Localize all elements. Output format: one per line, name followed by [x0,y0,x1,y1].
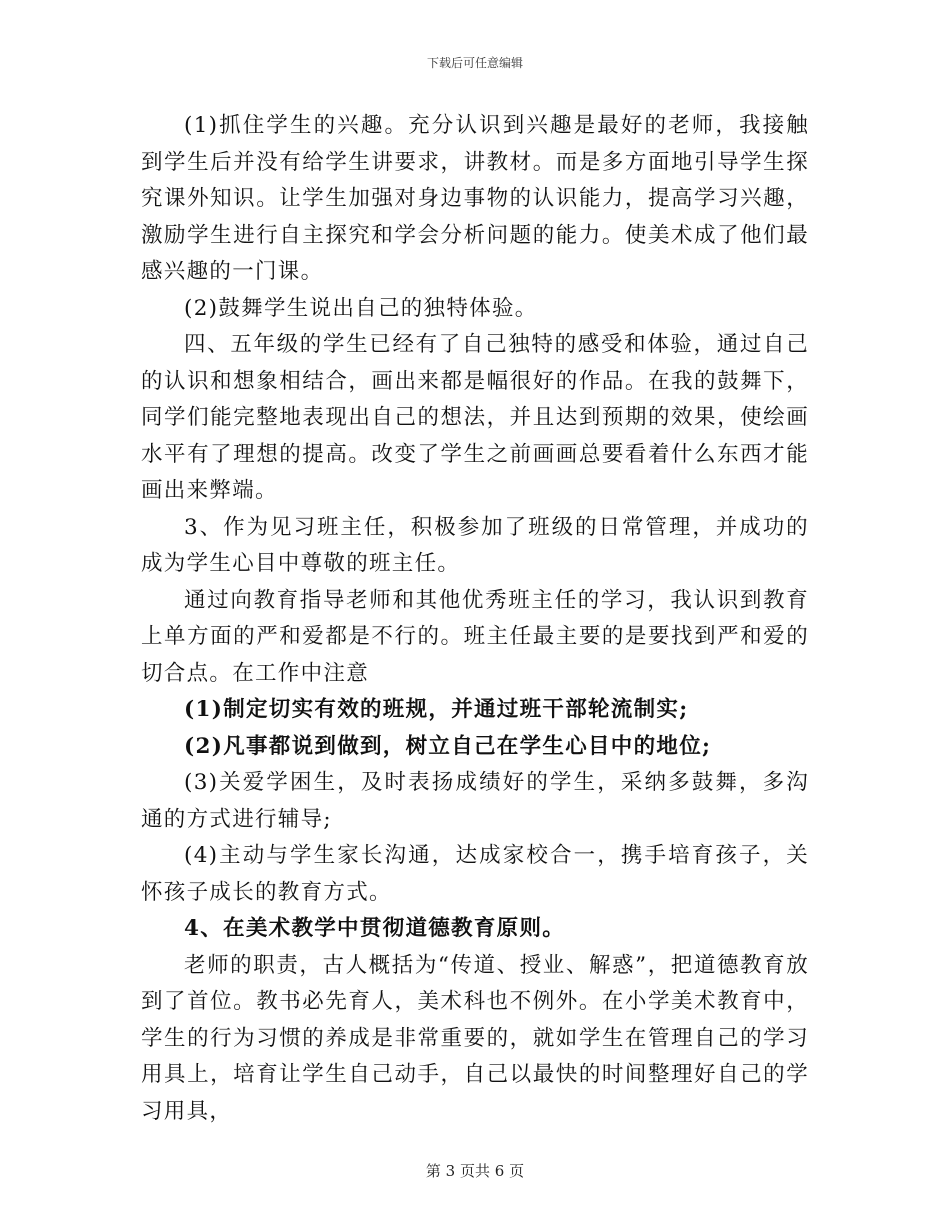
page-header: 下载后可任意编辑 [426,56,523,70]
paragraph-3: 四、五年级的学生已经有了自己独特的感受和体验，通过自己的认识和想象相结合，画出来都是幅很好的作品。在我的鼓舞下，同学们能完整地表现出自己的想法，并且达到预期的效果，使绘画水平有了理想的提高。改变了学生之前画画总要看着什么东西才能画出来弊端。 [141,332,809,503]
paragraph-2: (2)鼓舞学生说出自己的独特体验。 [184,295,538,321]
paragraph-5: 通过向教育指导老师和其他优秀班主任的学习，我认识到教育上单方面的严和爱都是不行的。班主任最主要的是要找到严和爱的切合点。在工作中注意 [141,587,809,686]
paragraph-8: (3)关爱学困生，及时表扬成绩好的学生，采纳多鼓舞，多沟通的方式进行辅导; [141,770,809,832]
paragraph-6: (1)制定切实有效的班规，并通过班干部轮流制实; [184,697,689,722]
paragraph-11: 老师的职责，古人概括为“传道、授业、解惑”，把道德教育放到了首位。教书必先育人，美术科也不例外。在小学美术教育中，学生的行为习惯的养成是非常重要的，就如学生在管理自己的学习用具上，培育让学生自己动手，自己以最快的时间整理好自己的学习用具， [141,952,809,1124]
paragraph-7: (2)凡事都说到做到，树立自己在学生心目中的地位; [184,733,712,759]
document-body [141,108,809,1130]
paragraph-1: (1)抓住学生的兴趣。充分认识到兴趣是最好的老师，我接触到学生后并没有给学生讲要求，讲教材。而是多方面地引导学生探究课外知识。让学生加强对身边事物的认识能力，提高学习兴趣，激励学生进行自主探究和学会分析问题的能力。使美术成了他们最感兴趣的一门课。 [141,113,809,284]
paragraph-9: (4)主动与学生家长沟通，达成家校合一，携手培育孩子，关怀孩子成长的教育方式。 [141,843,809,905]
paragraph-10: 4、在美术教学中贯彻道德教育原则。 [184,916,566,941]
page-footer: 第 3 页共 6 页 [425,1162,525,1180]
paragraph-4: 3、作为见习班主任，积极参加了班级的日常管理，并成功的成为学生心目中尊敬的班主任。 [141,514,809,576]
